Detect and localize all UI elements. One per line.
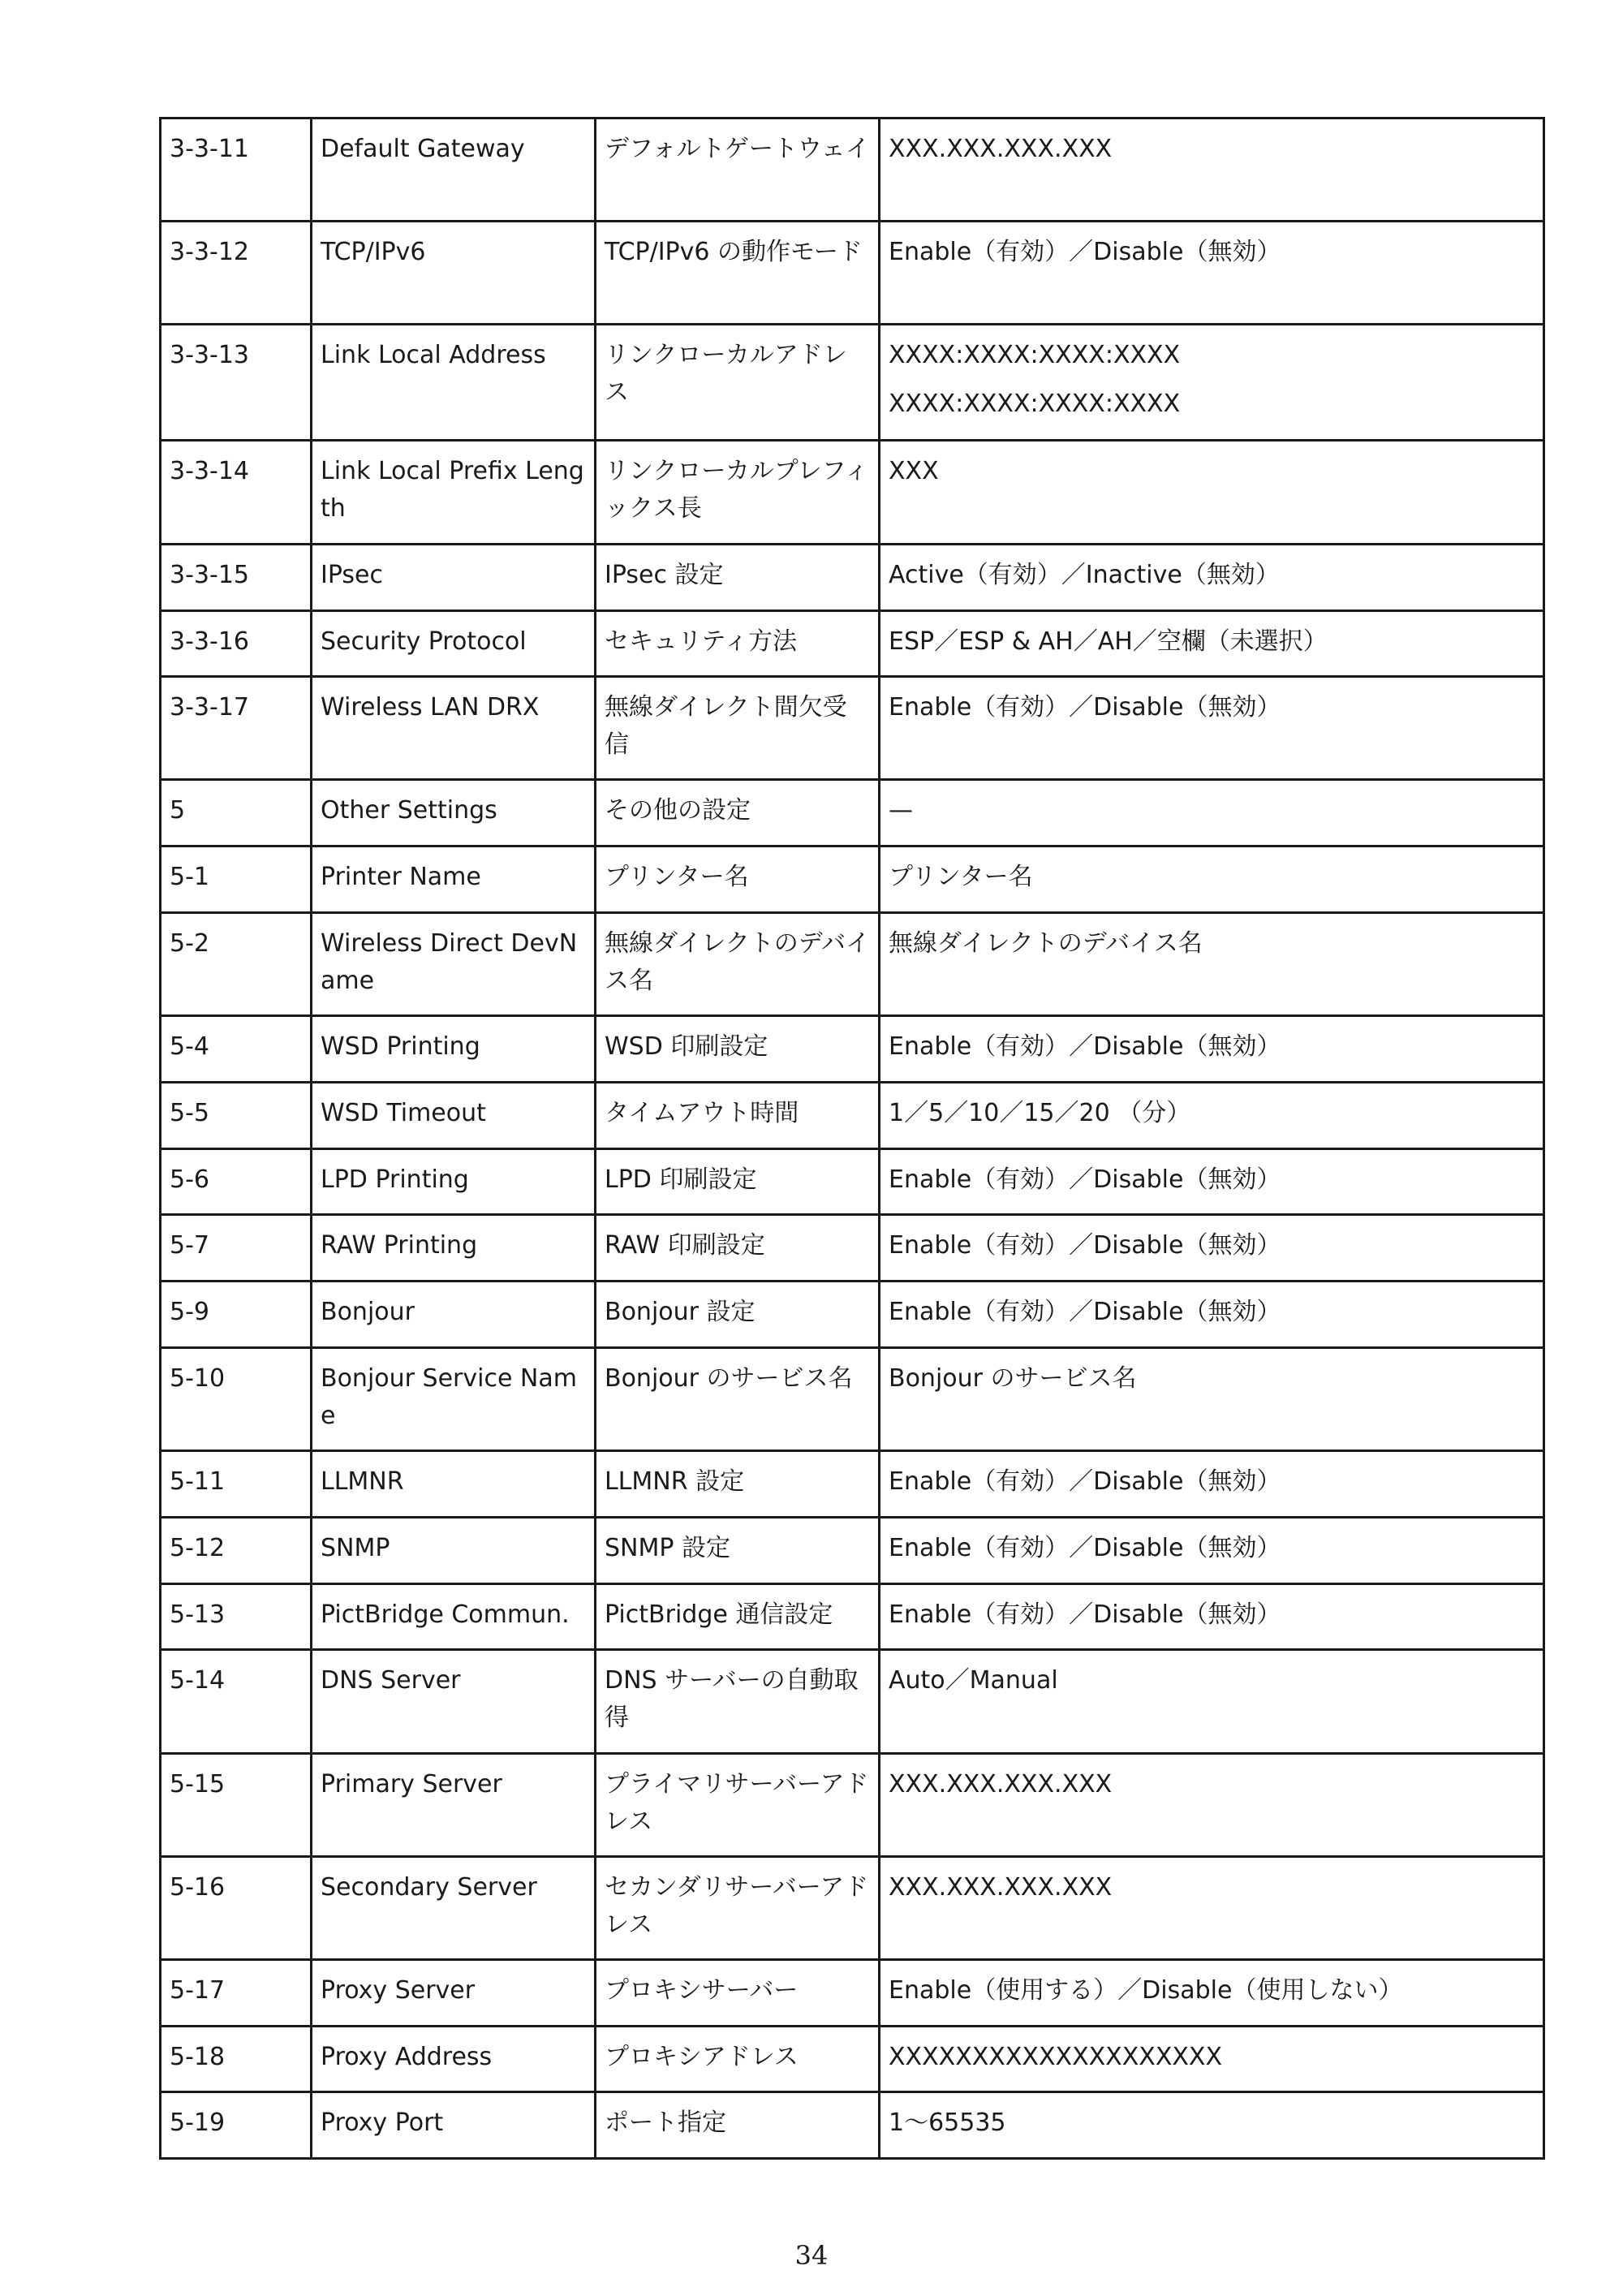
cell-value <box>880 1016 1544 1083</box>
table-row <box>161 611 1544 677</box>
cell-name: IPsec <box>312 545 596 611</box>
value-line: XXX.XXX.XXX.XXX <box>889 1770 1113 1798</box>
cell-code: 5-17 <box>161 1960 312 2027</box>
cell-name: Other Settings <box>312 780 596 846</box>
cell-jp: プロキシサーバー <box>596 1960 880 2027</box>
cell-code: 3-3-11 <box>161 118 312 222</box>
table-row <box>161 1584 1544 1650</box>
cell-jp: Bonjour 設定 <box>596 1282 880 1348</box>
table-row <box>161 1518 1544 1584</box>
cell-name: Primary Server <box>312 1754 596 1857</box>
cell-value <box>880 2092 1544 2159</box>
cell-value <box>880 1215 1544 1282</box>
cell-code: 3-3-13 <box>161 325 312 441</box>
cell-value <box>880 1584 1544 1650</box>
cell-code: 5-13 <box>161 1584 312 1650</box>
value-line: Enable（有効）／Disable（無効） <box>889 1032 1281 1061</box>
table-row <box>161 2027 1544 2092</box>
cell-name: Link Local Prefix Length <box>312 441 596 545</box>
cell-value <box>880 1960 1544 2027</box>
cell-value <box>880 2027 1544 2092</box>
cell-name: Wireless Direct DevName <box>312 913 596 1016</box>
cell-code: 5-1 <box>161 846 312 913</box>
cell-value <box>880 913 1544 1016</box>
cell-jp: SNMP 設定 <box>596 1518 880 1584</box>
cell-jp: 無線ダイレクトのデバイス名 <box>596 913 880 1016</box>
cell-code: 3-3-17 <box>161 677 312 780</box>
cell-value <box>880 611 1544 677</box>
cell-name: LPD Printing <box>312 1149 596 1215</box>
cell-value <box>880 1754 1544 1857</box>
cell-value <box>880 1650 1544 1754</box>
cell-code: 3-3-16 <box>161 611 312 677</box>
cell-name: WSD Printing <box>312 1016 596 1083</box>
cell-name: LLMNR <box>312 1451 596 1518</box>
value-line: Enable（有効）／Disable（無効） <box>889 1298 1281 1326</box>
cell-jp: セキュリティ方法 <box>596 611 880 677</box>
cell-name: Link Local Address <box>312 325 596 441</box>
table-row <box>161 441 1544 545</box>
cell-code: 3-3-15 <box>161 545 312 611</box>
value-line: Auto／Manual <box>889 1666 1058 1695</box>
value-line: XXX.XXX.XXX.XXX <box>889 1873 1113 1902</box>
cell-value <box>880 780 1544 846</box>
cell-name: Printer Name <box>312 846 596 913</box>
value-line: XXXX:XXXX:XXXX:XXXX <box>889 390 1181 418</box>
cell-jp: ポート指定 <box>596 2092 880 2159</box>
cell-name: PictBridge Commun. <box>312 1584 596 1650</box>
cell-name: Proxy Address <box>312 2027 596 2092</box>
cell-code: 5-16 <box>161 1857 312 1960</box>
value-line: Enable（有効）／Disable（無効） <box>889 1231 1281 1260</box>
cell-code: 5-4 <box>161 1016 312 1083</box>
cell-code: 5-9 <box>161 1282 312 1348</box>
cell-value <box>880 1348 1544 1451</box>
cell-jp: LPD 印刷設定 <box>596 1149 880 1215</box>
value-line: ESP／ESP & AH／AH／空欄（未選択） <box>889 627 1328 656</box>
table-row <box>161 1348 1544 1451</box>
cell-jp: WSD 印刷設定 <box>596 1016 880 1083</box>
table-row <box>161 545 1544 611</box>
value-line: XXXX:XXXX:XXXX:XXXX <box>889 341 1181 369</box>
table-row <box>161 2092 1544 2159</box>
value-line: Enable（有効）／Disable（無効） <box>889 1534 1281 1562</box>
cell-code: 3-3-14 <box>161 441 312 545</box>
cell-code: 5-19 <box>161 2092 312 2159</box>
cell-jp: タイムアウト時間 <box>596 1083 880 1149</box>
cell-value <box>880 1083 1544 1149</box>
cell-code: 5-12 <box>161 1518 312 1584</box>
cell-jp: リンクローカルアドレス <box>596 325 880 441</box>
table-row <box>161 913 1544 1016</box>
table-body <box>161 118 1544 2159</box>
value-line: Active（有効）／Inactive（無効） <box>889 561 1280 589</box>
cell-jp: リンクローカルプレフィックス長 <box>596 441 880 545</box>
value-line: Enable（使用する）／Disable（使用しない） <box>889 1976 1403 2005</box>
table-row <box>161 1857 1544 1960</box>
table-row <box>161 780 1544 846</box>
page-number: 34 <box>794 2240 829 2271</box>
table-row <box>161 1016 1544 1083</box>
table-row <box>161 325 1544 441</box>
value-line: Enable（有効）／Disable（無効） <box>889 693 1281 722</box>
cell-value <box>880 118 1544 222</box>
cell-code: 5-11 <box>161 1451 312 1518</box>
table-row <box>161 1149 1544 1215</box>
table-row <box>161 677 1544 780</box>
table-row <box>161 222 1544 325</box>
cell-jp: PictBridge 通信設定 <box>596 1584 880 1650</box>
cell-value <box>880 545 1544 611</box>
cell-name: RAW Printing <box>312 1215 596 1282</box>
table-row <box>161 1282 1544 1348</box>
table-row <box>161 1960 1544 2027</box>
value-line: XXX.XXX.XXX.XXX <box>889 135 1113 163</box>
value-line: Enable（有効）／Disable（無効） <box>889 1467 1281 1496</box>
cell-name: Default Gateway <box>312 118 596 222</box>
table-row <box>161 1650 1544 1754</box>
cell-code: 5-15 <box>161 1754 312 1857</box>
value-line: Enable（有効）／Disable（無効） <box>889 238 1281 266</box>
cell-code: 5-10 <box>161 1348 312 1451</box>
cell-jp: その他の設定 <box>596 780 880 846</box>
cell-name: TCP/IPv6 <box>312 222 596 325</box>
cell-value <box>880 222 1544 325</box>
value-line: プリンター名 <box>889 863 1033 891</box>
cell-value <box>880 1149 1544 1215</box>
cell-jp: RAW 印刷設定 <box>596 1215 880 1282</box>
cell-code: 5-6 <box>161 1149 312 1215</box>
cell-jp: デフォルトゲートウェイ <box>596 118 880 222</box>
cell-jp: プライマリサーバーアドレス <box>596 1754 880 1857</box>
value-line: — <box>889 796 913 825</box>
cell-jp: TCP/IPv6 の動作モード <box>596 222 880 325</box>
table-row <box>161 1754 1544 1857</box>
cell-jp: LLMNR 設定 <box>596 1451 880 1518</box>
cell-jp: DNS サーバーの自動取得 <box>596 1650 880 1754</box>
cell-name: Bonjour Service Name <box>312 1348 596 1451</box>
cell-value <box>880 677 1544 780</box>
cell-jp: 無線ダイレクト間欠受信 <box>596 677 880 780</box>
value-line: 1～65535 <box>889 2109 1006 2137</box>
cell-name: Proxy Port <box>312 2092 596 2159</box>
cell-code: 5-14 <box>161 1650 312 1754</box>
value-line: Bonjour のサービス名 <box>889 1364 1137 1393</box>
cell-jp: IPsec 設定 <box>596 545 880 611</box>
table-row <box>161 1215 1544 1282</box>
cell-name: Proxy Server <box>312 1960 596 2027</box>
value-line: XXX <box>889 457 939 485</box>
cell-jp: プロキシアドレス <box>596 2027 880 2092</box>
cell-value <box>880 1282 1544 1348</box>
cell-name: Security Protocol <box>312 611 596 677</box>
value-line: 1／5／10／15／20 （分） <box>889 1099 1191 1127</box>
cell-value <box>880 846 1544 913</box>
cell-value <box>880 325 1544 441</box>
cell-jp: セカンダリサーバーアドレス <box>596 1857 880 1960</box>
value-line: Enable（有効）／Disable（無効） <box>889 1165 1281 1194</box>
table-row <box>161 1083 1544 1149</box>
cell-name: Secondary Server <box>312 1857 596 1960</box>
value-line: Enable（有効）／Disable（無効） <box>889 1600 1281 1629</box>
settings-table <box>159 117 1545 2160</box>
cell-jp: プリンター名 <box>596 846 880 913</box>
table-row <box>161 118 1544 222</box>
cell-code: 5-18 <box>161 2027 312 2092</box>
cell-jp: Bonjour のサービス名 <box>596 1348 880 1451</box>
table-row <box>161 1451 1544 1518</box>
cell-name: Bonjour <box>312 1282 596 1348</box>
cell-value <box>880 1518 1544 1584</box>
cell-value <box>880 1857 1544 1960</box>
value-line: 無線ダイレクトのデバイス名 <box>889 929 1203 958</box>
cell-code: 5-7 <box>161 1215 312 1282</box>
cell-code: 3-3-12 <box>161 222 312 325</box>
cell-name: DNS Server <box>312 1650 596 1754</box>
value-line: XXXXXXXXXXXXXXXXXXXX <box>889 2043 1223 2071</box>
cell-name: SNMP <box>312 1518 596 1584</box>
cell-value <box>880 441 1544 545</box>
cell-name: WSD Timeout <box>312 1083 596 1149</box>
cell-code: 5-2 <box>161 913 312 1016</box>
cell-name: Wireless LAN DRX <box>312 677 596 780</box>
cell-code: 5-5 <box>161 1083 312 1149</box>
cell-value <box>880 1451 1544 1518</box>
table-row <box>161 846 1544 913</box>
cell-code: 5 <box>161 780 312 846</box>
